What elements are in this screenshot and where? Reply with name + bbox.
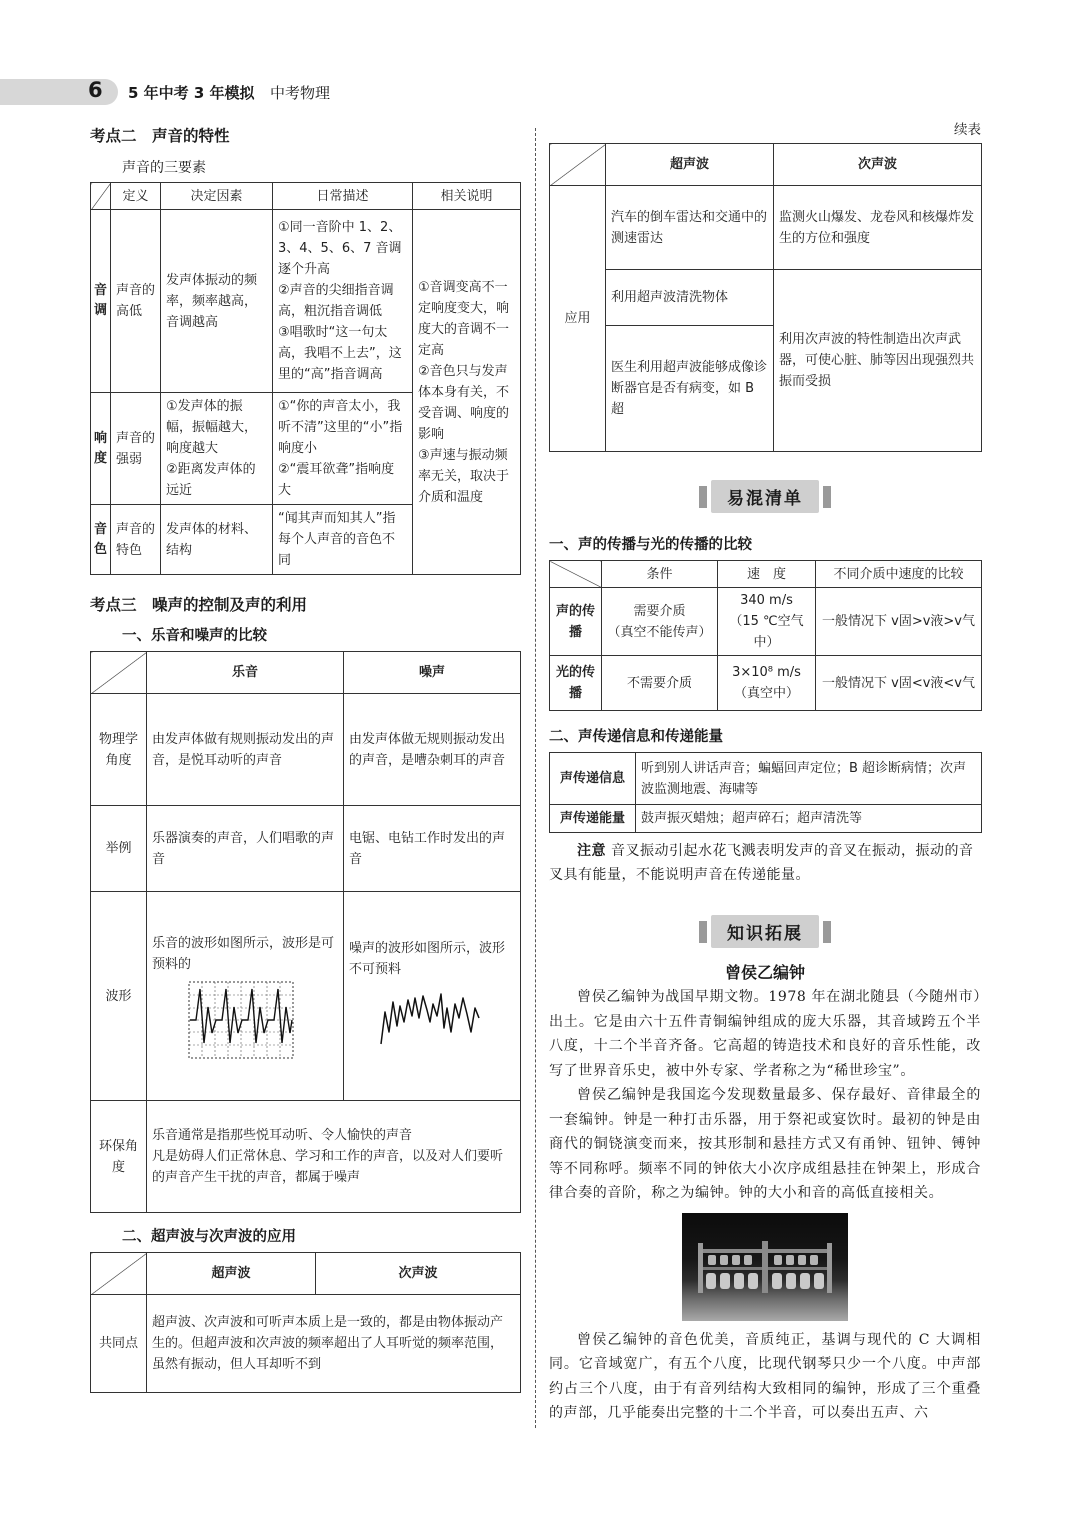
ultra-infra-table	[90, 1252, 521, 1393]
continued-label: 续表	[954, 122, 981, 138]
row-label: 应用	[550, 186, 606, 452]
col-header: 超声波	[147, 1253, 316, 1295]
continued-table	[549, 143, 982, 452]
noise-cell: 由发声体做无规则振动发出的声音，是嘈杂刺耳的声音	[344, 694, 521, 806]
table-corner	[550, 144, 606, 186]
table-corner	[91, 1253, 147, 1295]
definition-cell: 声音的特色	[111, 505, 161, 575]
noise-cell: 噪声的波形如图所示，波形不可预料	[344, 892, 521, 1101]
confusion-part2-title: 二、声传递信息和传递能量	[549, 729, 723, 745]
desc-cell: ①“你的声音太小，我听不清”这里的“小”指响度小 ②“震耳欲聋”指响度大	[273, 393, 413, 505]
music-noise-table	[90, 651, 521, 1213]
confusion-banner: 易混清单	[711, 480, 819, 513]
column-divider	[535, 128, 536, 1428]
factor-cell: 发声体的材料、结构	[161, 505, 273, 575]
notes-cell: ①音调变高不一定响度变大，响度大的音调不一定高 ②音色只与发声体本身有关，不受音调、响度的影响 ③声速与振动频率无关，取决于介质和温度	[413, 210, 521, 575]
table-corner	[550, 561, 602, 588]
table-row	[91, 1295, 521, 1393]
col-header: 日常描述	[273, 183, 413, 210]
propagation-table	[549, 560, 982, 711]
row-label: 响度	[91, 393, 111, 505]
noise-waveform-figure	[377, 988, 483, 1054]
infrasonic-cell: 利用次声波的特性制造出次声武器，可使心脏、肺等因出现强烈共振而受损	[774, 270, 982, 452]
kaodian3-title: 考点三 噪声的控制及声的利用	[90, 596, 308, 614]
part1-title: 一、乐音和噪声的比较	[122, 628, 267, 644]
table-row	[91, 694, 521, 806]
col-header: 乐音	[147, 652, 344, 694]
bianzhong-photo	[682, 1213, 848, 1321]
page-number: 6	[88, 78, 103, 102]
table-row	[550, 656, 982, 711]
table-corner	[91, 183, 111, 210]
compare-cell: 一般情况下 v固<v液<v气	[816, 656, 982, 711]
series-title: 5 年中考 3 年模拟	[128, 84, 255, 102]
subject-title: 中考物理	[270, 84, 331, 102]
ultrasonic-cell: 医生利用超声波能够成像诊断器官是否有病变，如 B 超	[606, 326, 774, 452]
desc-cell: “闻其声而知其人”指每个人声音的音色不同	[273, 505, 413, 575]
col-header: 条件	[602, 561, 718, 588]
row-label: 音色	[91, 505, 111, 575]
attention-note	[549, 839, 981, 887]
article-paragraph: 曾侯乙编钟是我国迄今发现数量最多、保存最好、音律最全的一套编钟。钟是一种打击乐器，用于祭祀或宴饮时。最初的钟是由商代的铜铙演变而来，按其形制和悬挂方式又有甬钟、钮钟、镈钟等不同称呼。频率不同的钟依大小次序成组悬挂在钟架上，形成合律合奏的音阶，称之为编钟。钟的大小和音的高低直接相关。	[549, 1087, 981, 1201]
table-row	[550, 753, 982, 805]
row-label: 波形	[91, 892, 147, 1101]
music-cell: 乐音的波形如图所示，波形是可预料的	[147, 892, 344, 1101]
article-title: 曾侯乙编钟	[724, 963, 805, 982]
noise-waveform	[381, 994, 479, 1044]
ultrasonic-cell: 汽车的倒车雷达和交通中的测速雷达	[606, 186, 774, 270]
row-label: 声传递信息	[550, 753, 636, 805]
note-label: 注意	[577, 843, 606, 859]
energy-cell: 鼓声振灭蜡烛；超声碎石；超声清洗等	[636, 805, 982, 833]
expansion-banner: 知识拓展	[711, 915, 819, 948]
row-label: 环保角度	[91, 1101, 147, 1213]
col-header: 超声波	[606, 144, 774, 186]
table-corner	[91, 652, 147, 694]
table-row	[91, 210, 521, 393]
desc-cell: ①同一音阶中 1、2、3、4、5、6、7 音调逐个升高 ②声音的尖细指音调高，粗沉指音调低 ③唱歌时“这一句太高，我唱不上去”，这里的“高”指音调高	[273, 210, 413, 393]
row-label: 共同点	[91, 1295, 147, 1393]
table-row	[550, 186, 982, 270]
col-header: 噪声	[344, 652, 521, 694]
row-label: 光的传播	[550, 656, 602, 711]
right-column	[549, 120, 981, 1426]
info-cell: 听到别人讲话声音；蝙蝠回声定位；B 超诊断病情；次声波监测地震、海啸等	[636, 753, 982, 805]
col-header: 次声波	[316, 1253, 521, 1295]
article-paragraph: 曾侯乙编钟为战国早期文物。1978 年在湖北随县（今随州市）出土。它是由六十五件青铜编钟组成的庞大乐器，其音域跨五个半八度，十二个半音齐备。它高超的铸造技术和良好的音乐性能，改写了世界音乐史，被中外专家、学者称之为“稀世珍宝”。	[549, 989, 981, 1079]
table-row	[550, 805, 982, 833]
article	[549, 985, 981, 1426]
note-text: 音叉振动引起水花飞溅表明发声的音叉在振动，振动的音叉具有能量，不能说明声音在传递能量。	[549, 843, 974, 883]
common-cell: 超声波、次声波和可听声本质上是一致的，都是由物体振动产生的。但超声波和次声波的频率超出了人耳听觉的频率范围，虽然有振动，但人耳却听不到	[147, 1295, 521, 1393]
table-row	[91, 806, 521, 892]
env-cell: 乐音通常是指那些悦耳动听、令人愉快的声音 凡是妨碍人们正常休息、学习和工作的声音，以及对人们要听的声音产生干扰的声音，都属于噪声	[147, 1101, 521, 1213]
factor-cell: 发声体振动的频率，频率越高，音调越高	[161, 210, 273, 393]
condition-cell: 不需要介质	[602, 656, 718, 711]
definition-cell: 声音的强弱	[111, 393, 161, 505]
kaodian2-title: 考点二 声音的特性	[90, 127, 230, 145]
col-header: 定义	[111, 183, 161, 210]
speed-cell: 340 m/s （15 ℃空气中）	[718, 588, 816, 656]
row-label: 声的传播	[550, 588, 602, 656]
col-header: 次声波	[774, 144, 982, 186]
table-row	[550, 270, 982, 326]
compare-cell: 一般情况下 v固>v液>v气	[816, 588, 982, 656]
music-cell: 由发声体做有规则振动发出的声音，是悦耳动听的声音	[147, 694, 344, 806]
confusion-part1-title: 一、声的传播与光的传播的比较	[549, 537, 752, 553]
definition-cell: 声音的高低	[111, 210, 161, 393]
ultrasonic-cell: 利用超声波清洗物体	[606, 270, 774, 326]
table-row	[550, 588, 982, 656]
row-label: 音调	[91, 210, 111, 393]
info-energy-table	[549, 752, 982, 833]
noise-cell: 电锯、电钻工作时发出的声音	[344, 806, 521, 892]
part2-title: 二、超声波与次声波的应用	[122, 1229, 296, 1245]
bianzhong-image	[682, 1213, 848, 1321]
music-cell: 乐器演奏的声音，人们唱歌的声音	[147, 806, 344, 892]
row-label: 举例	[91, 806, 147, 892]
col-header: 速 度	[718, 561, 816, 588]
col-header: 不同介质中速度的比较	[816, 561, 982, 588]
music-waveform-figure	[188, 981, 294, 1059]
factor-cell: ①发声体的振幅，振幅越大，响度越大 ②距离发声体的远近	[161, 393, 273, 505]
three-elements-table	[90, 182, 521, 575]
infrasonic-cell: 监测火山爆发、龙卷风和核爆炸发生的方位和强度	[774, 186, 982, 270]
article-paragraph: 曾侯乙编钟的音色优美，音质纯正，基调与现代的 C 大调相同。它音域宽广，有五个八度，比现代钢琴只少一个八度。中声部约占三个八度，由于有音列结构大致相同的编钟，形成了三个重叠的声部，几乎能奏出完整的十二个半音，可以奏出五声、六	[549, 1331, 981, 1421]
row-label: 声传递能量	[550, 805, 636, 833]
left-column	[90, 120, 520, 1393]
speed-cell: 3×10⁸ m/s （真空中）	[718, 656, 816, 711]
col-header: 决定因素	[161, 183, 273, 210]
table-row	[91, 1101, 521, 1213]
kaodian2-subtitle: 声音的三要素	[122, 160, 206, 176]
condition-cell: 需要介质 （真空不能传声）	[602, 588, 718, 656]
col-header: 相关说明	[413, 183, 521, 210]
table-row	[91, 892, 521, 1101]
row-label: 物理学角度	[91, 694, 147, 806]
